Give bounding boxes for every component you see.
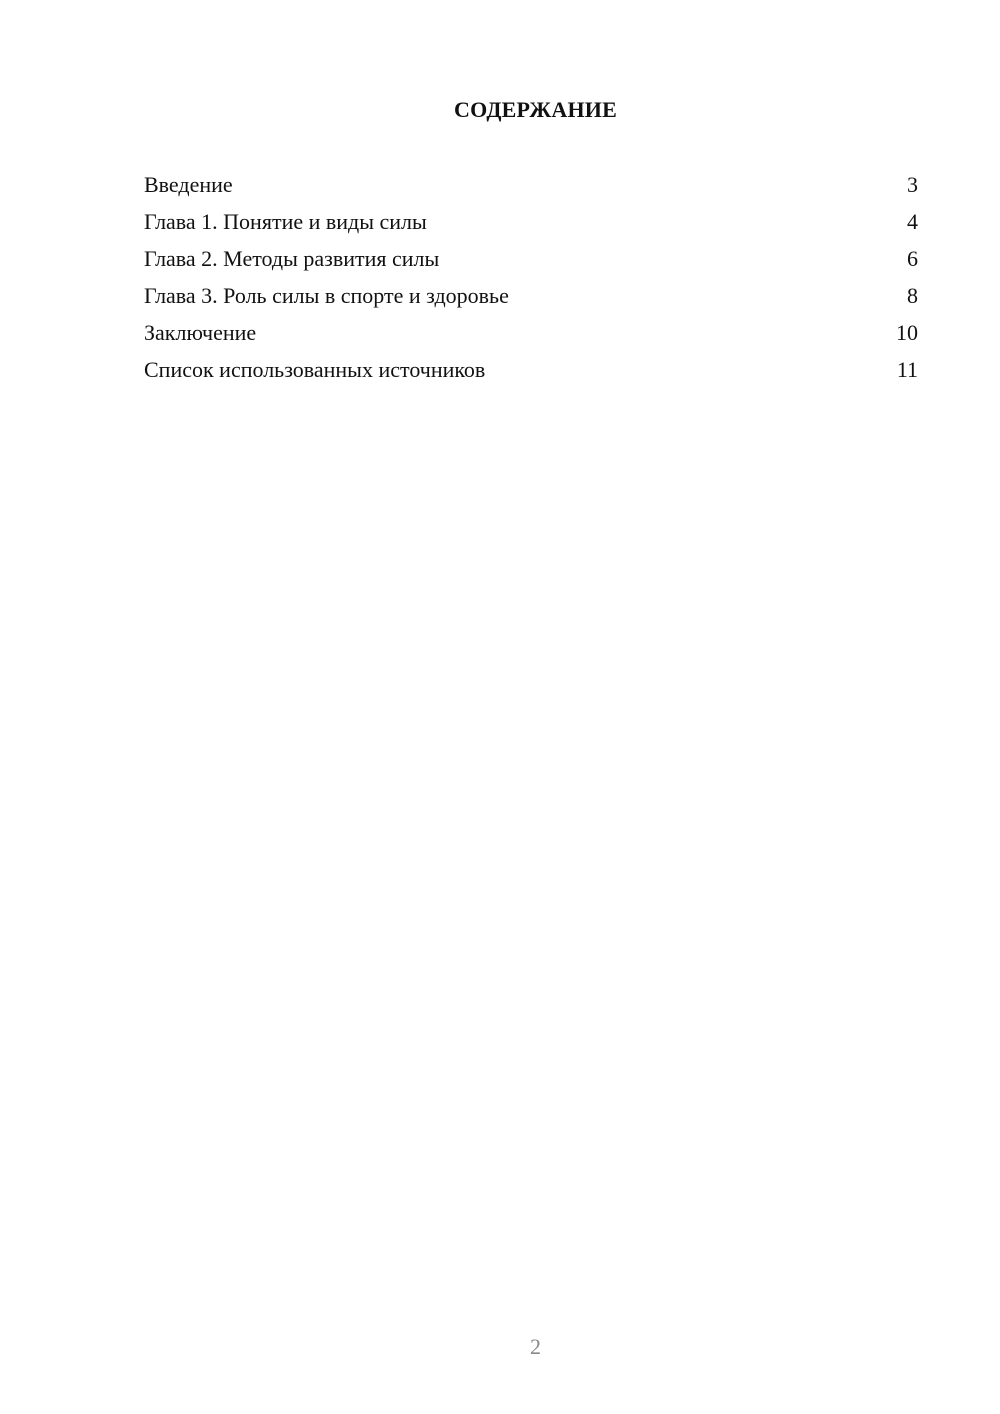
- toc-entry-label: Глава 3. Роль силы в спорте и здоровье: [144, 283, 509, 308]
- toc-entry-page: 10: [896, 320, 918, 345]
- toc-entry-page: 3: [907, 172, 918, 197]
- toc-entry-label: Глава 1. Понятие и виды силы: [144, 209, 427, 234]
- toc-entry-label: Глава 2. Методы развития силы: [144, 246, 440, 271]
- toc-entry: [144, 244, 918, 281]
- toc-entry-page: 11: [896, 357, 918, 382]
- page-title: СОДЕРЖАНИЕ: [454, 97, 617, 122]
- toc-entry: [144, 207, 918, 244]
- toc-entry-label: Заключение: [144, 320, 257, 345]
- toc-entry-label: Введение: [144, 172, 233, 197]
- toc-entry-label: Список использованных источников: [144, 357, 486, 382]
- toc-entry-page: 8: [907, 283, 918, 308]
- page-number: 2: [530, 1334, 541, 1359]
- toc-entry: [144, 170, 918, 207]
- toc-entry-page: 4: [907, 209, 918, 234]
- table-of-contents: [144, 170, 918, 392]
- toc-entry: [144, 355, 918, 392]
- toc-entry: [144, 318, 918, 355]
- toc-entry-page: 6: [907, 246, 918, 271]
- toc-entry: [144, 281, 918, 318]
